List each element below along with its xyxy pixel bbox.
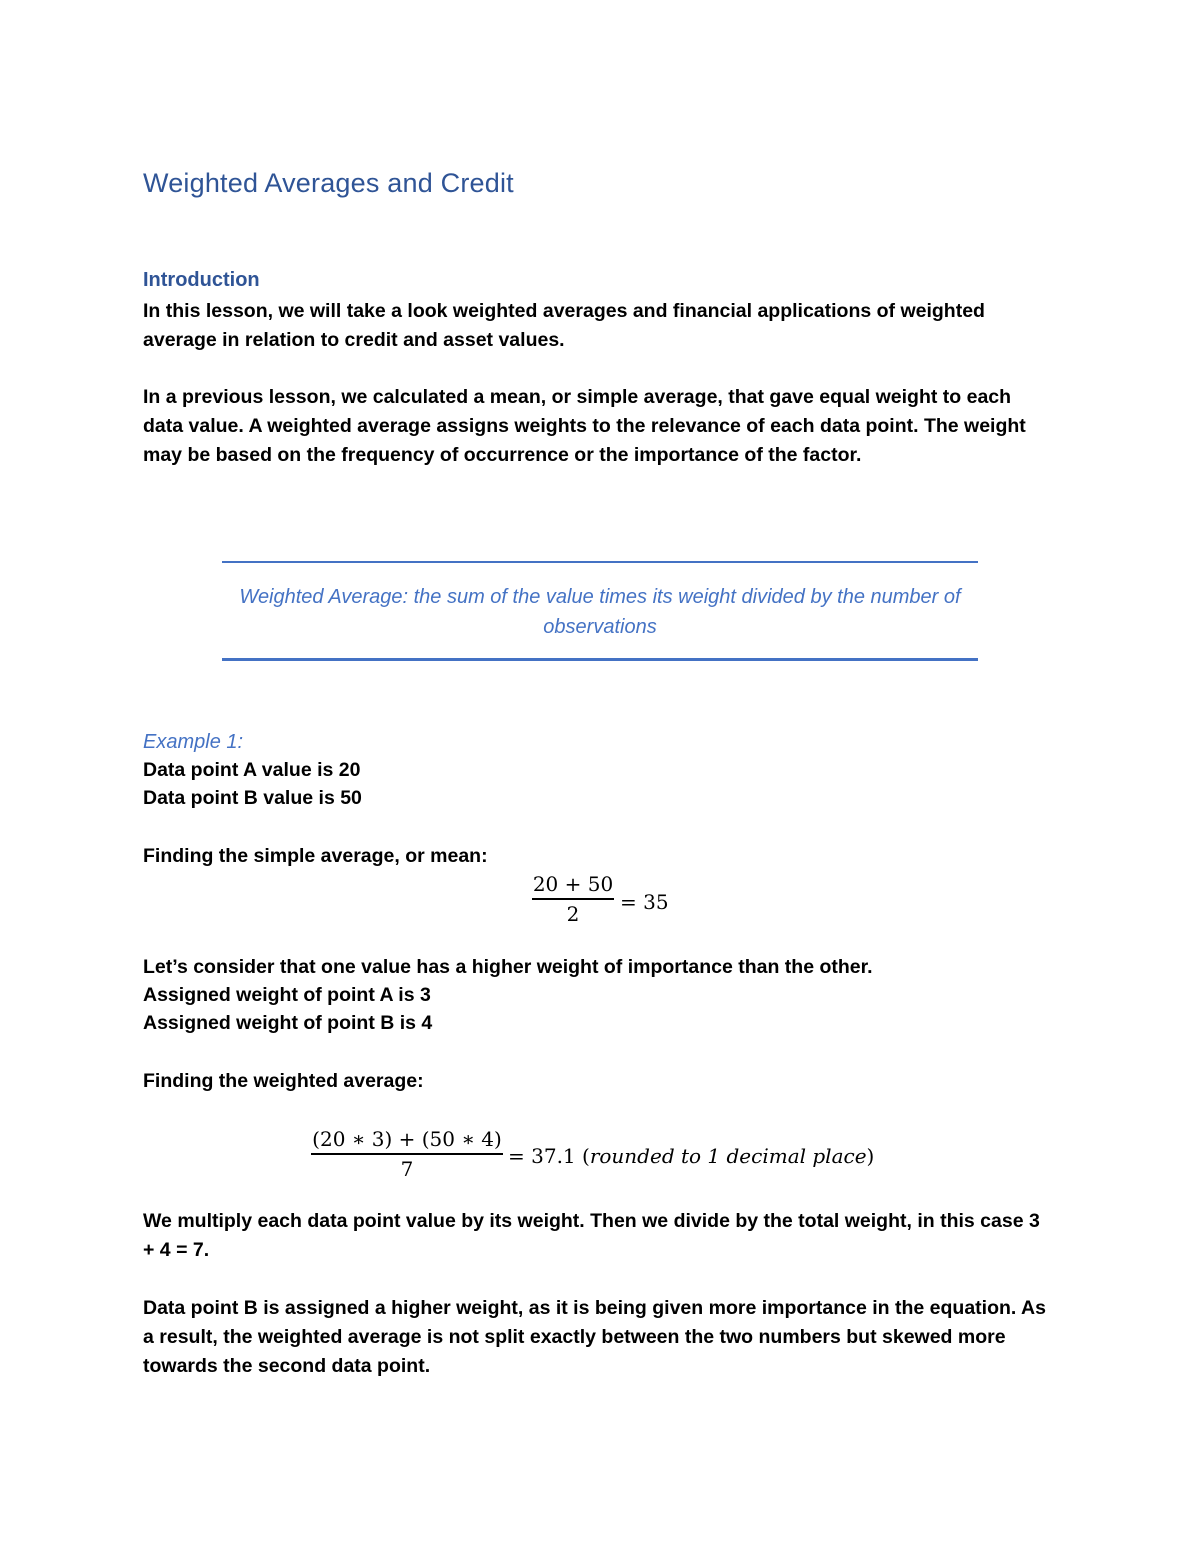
quote-top-rule	[222, 561, 978, 563]
weighted-fraction	[311, 1127, 503, 1181]
mean-result: = 35	[620, 890, 669, 914]
weight-a-line: Assigned weight of point A is 3	[143, 984, 431, 1006]
mean-denominator: 2	[566, 902, 580, 926]
definition-quote: Weighted Average: the sum of the value times its weight divided by the number of observations	[239, 586, 961, 638]
weighted-result	[508, 1144, 874, 1168]
example-label: Example 1:	[143, 731, 244, 753]
intro-heading: Introduction	[143, 269, 260, 291]
previous-lesson-paragraph: In a previous lesson, we calculated a mean, or simple average, that gave equal weight to each data value. A weighted average assigns weights to the relevance of each data point. The weight may be based on the frequency of occurrence or the importance of the factor.	[143, 386, 1026, 466]
weighted-numerator: (20 ∗ 3) + (50 ∗ 4)	[312, 1127, 502, 1151]
weighted-result-close: )	[866, 1144, 875, 1168]
data-point-a-line: Data point A value is 20	[143, 759, 361, 781]
fraction-bar	[532, 898, 614, 900]
weighted-result-value: = 37.1 (	[508, 1144, 590, 1168]
page-title: Weighted Averages and Credit	[143, 168, 514, 198]
quote-bottom-rule	[222, 658, 978, 661]
consider-weight-line: Let’s consider that one value has a higher weight of importance than the other.	[143, 956, 873, 978]
data-point-b-paragraph: Data point B is assigned a higher weight, as it is being given more importance in the equation. As a result, the weighted average is not split exactly between the two numbers but skewed more towards the second data point.	[143, 1297, 1046, 1377]
mean-fraction	[532, 872, 614, 926]
weighted-denominator: 7	[400, 1157, 414, 1181]
finding-mean-line: Finding the simple average, or mean:	[143, 845, 488, 867]
weight-b-line: Assigned weight of point B is 4	[143, 1012, 433, 1034]
multiply-paragraph: We multiply each data point value by its weight. Then we divide by the total weight, in this case 3 + 4 = 7.	[143, 1210, 1040, 1261]
data-point-b-line: Data point B value is 50	[143, 787, 362, 809]
mean-numerator: 20 + 50	[532, 872, 614, 896]
finding-weighted-line: Finding the weighted average:	[143, 1070, 424, 1092]
fraction-bar	[311, 1153, 503, 1155]
intro-paragraph: In this lesson, we will take a look weighted averages and financial applications of weighted average in relation to credit and asset values.	[143, 300, 985, 351]
rounding-note: rounded to 1 decimal place	[589, 1144, 867, 1168]
